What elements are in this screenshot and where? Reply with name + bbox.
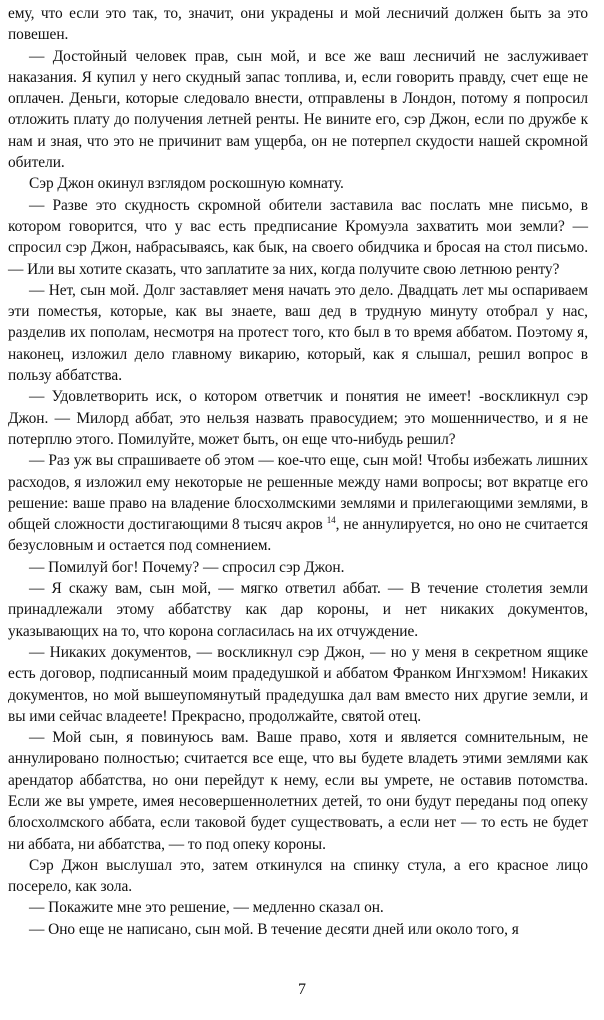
- paragraph: [8, 450, 588, 556]
- footnote-reference: 14: [326, 515, 336, 525]
- paragraph: — Покажите мне это решение, — медленно сказал он.: [29, 899, 384, 917]
- paragraph: Сэр Джон окинул взглядом роскошную комнату.: [29, 175, 344, 193]
- page-number: 7: [298, 981, 306, 998]
- paragraph: — Мой сын, я повинуюсь вам. Ваше право, хотя и является сомнительным, не аннулировано полностью; считается все еще, что вы будете владеть этими землями как арендатор аббатства, но они перейдут к нему, если вы умрете, не оставив потомства. Если же вы умрете, имея несовершеннолетних детей, то они будут переданы под опеку блосхолмского аббата, если таковой будет существовать, а если нет — то есть не будет ни аббата, ни аббатства, — то под опеку короны.: [8, 729, 588, 853]
- paragraph: — Разве это скудность скромной обители заставила вас послать мне письмо, в котором говорится, что у вас есть предписание Кромуэла захватить мои земли? — спросил сэр Джон, набрасываясь, как бык, на своего обидчика и бросая на стол письмо. — Или вы хотите сказать, что заплатите за них, когда получите свою летнюю ренту?: [8, 196, 588, 278]
- paragraph-text: — Раз уж вы спрашиваете об этом — кое-что еще, сын мой! Чтобы избежать лишних расходов, я изложил ему некоторые не решенные между нами вопросы; вот вкратце его решение: ваше право на владение блосхолмскими землями и прилегающими землями, в общей сложности достигающими 8 тысяч акров: [8, 452, 588, 534]
- paragraph: — Оно еще не написано, сын мой. В течение десяти дней или около того, я: [29, 920, 519, 938]
- paragraph: ему, что если это так, то, значит, они украдены и мой лесничий должен быть за это повешен.: [8, 5, 588, 44]
- paragraph: — Нет, сын мой. Долг заставляет меня начать это дело. Двадцать лет мы оспариваем эти поместья, которые, как вы знаете, ваш дед в трудную минуту отобрал у нас, разделив их пополам, несмотря на протест того, кто был в то время аббатом. Поэтому я, наконец, изложил дело главному викарию, который, как я слышал, решил вопрос в пользу аббатства.: [8, 281, 588, 385]
- paragraph: — Помилуй бог! Почему? — спросил сэр Джон.: [29, 558, 345, 576]
- body-text: [8, 3, 588, 940]
- paragraph: Сэр Джон выслушал это, затем откинулся на спинку стула, а его красное лицо посерело, как зола.: [8, 856, 588, 896]
- paragraph: — Достойный человек прав, сын мой, и все же ваш лесничий не заслуживает наказания. Я купил у него скудный запас топлива, и, если говорить правду, счет еще не оплачен. Деньги, которые следовало внести, отправлены в Лондон, потому я попросил отложить плату до получения летней ренты. Не вините его, сэр Джон, если по дружбе к нам и зная, что это не причинит вам ущерба, он не потерпел скудости нашей скромной обители.: [8, 47, 588, 172]
- paragraph-text: , не аннулируется, но оно не считается безусловным и остается под сомнением.: [8, 516, 588, 555]
- paragraph: — Удовлетворить иск, о котором ответчик и понятия не имеет! -воскликнул сэр Джон. — Милорд аббат, это нельзя назвать правосудием; это мошенничество, и я не потерплю этого. Помилуйте, может быть, он еще что-нибудь решил?: [8, 388, 588, 448]
- paragraph: — Никаких документов, — воскликнул сэр Джон, — но у меня в секретном ящике есть договор, подписанный моим прадедушкой и аббатом Франком Ингхэмом! Никаких документов, но мой вышеупомянутый прадедушка дал вам вместо них другие земли, и вы ими сейчас владеете! Прекрасно, продолжайте, святой отец.: [8, 643, 588, 725]
- paragraph: — Я скажу вам, сын мой, — мягко ответил аббат. — В течение столетия земли принадлежали этому аббатству как дар короны, и нет никаких документов, указывающих на то, что корона согласилась на их отчуждение.: [8, 580, 588, 640]
